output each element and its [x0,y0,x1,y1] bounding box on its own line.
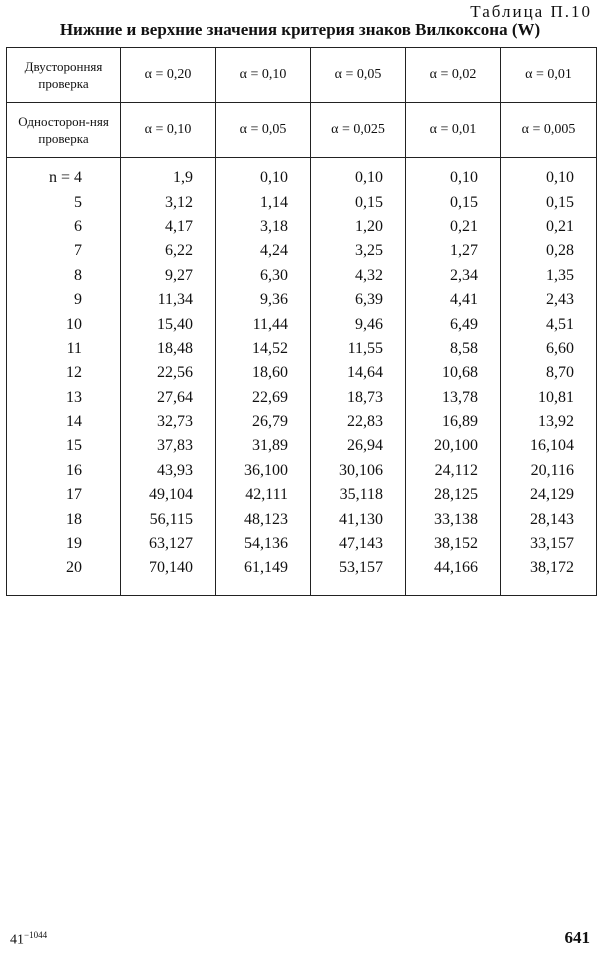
table-row [7,386,597,410]
table-title: Нижние и верхние значения критерия знаков Вилкоксона (W) [59,20,541,39]
value-cell: 35,118 [311,483,406,507]
n-cell: 5 [7,190,121,214]
value-cell: 38,172 [501,556,597,580]
table-row [7,337,597,361]
value-cell: 2,43 [501,288,597,312]
value-cell: 22,83 [311,410,406,434]
value-cell: 11,34 [121,288,216,312]
table-row [7,312,597,336]
value-cell: 6,30 [216,264,311,288]
table-row [7,434,597,458]
value-cell: 27,64 [121,386,216,410]
table-row [7,556,597,580]
value-cell: 16,104 [501,434,597,458]
table-row [7,410,597,434]
value-cell: 20,100 [406,434,501,458]
signature-number: 41 [10,932,24,948]
alpha-cell: α = 0,05 [216,103,311,158]
value-cell: 9,27 [121,264,216,288]
value-cell: 18,60 [216,361,311,385]
table-row [7,288,597,312]
value-cell: 2,34 [406,264,501,288]
value-cell: 3,25 [311,239,406,263]
value-cell: 61,149 [216,556,311,580]
value-cell: 14,64 [311,361,406,385]
value-cell: 6,39 [311,288,406,312]
value-cell: 16,89 [406,410,501,434]
value-cell: 33,138 [406,507,501,531]
value-cell: 9,36 [216,288,311,312]
header-row-one-sided [7,103,597,158]
value-cell: 8,58 [406,337,501,361]
value-cell: 1,14 [216,190,311,214]
alpha-cell: α = 0,20 [121,48,216,103]
n-cell: 13 [7,386,121,410]
header-row-two-sided [7,48,597,103]
n-cell: 6 [7,215,121,239]
value-cell: 11,44 [216,312,311,336]
value-cell: 70,140 [121,556,216,580]
value-cell: 48,123 [216,507,311,531]
value-cell: 31,89 [216,434,311,458]
value-cell: 1,20 [311,215,406,239]
n-cell: 9 [7,288,121,312]
value-cell: 28,143 [501,507,597,531]
alpha-cell: α = 0,025 [311,103,406,158]
value-cell: 3,12 [121,190,216,214]
value-cell: 13,92 [501,410,597,434]
alpha-cell: α = 0,10 [121,103,216,158]
value-cell: 37,83 [121,434,216,458]
value-cell: 33,157 [501,532,597,556]
value-cell: 28,125 [406,483,501,507]
alpha-cell: α = 0,01 [406,103,501,158]
value-cell: 44,166 [406,556,501,580]
value-cell: 0,10 [311,166,406,190]
value-cell: 0,21 [406,215,501,239]
table-label: Таблица П.10 [470,2,592,21]
table-row [7,166,597,190]
value-cell: 26,79 [216,410,311,434]
n-cell: 16 [7,459,121,483]
value-cell: 0,10 [501,166,597,190]
value-cell: 22,69 [216,386,311,410]
n-cell: 8 [7,264,121,288]
value-cell: 32,73 [121,410,216,434]
value-cell: 14,52 [216,337,311,361]
value-cell: 0,15 [501,190,597,214]
value-cell: 15,40 [121,312,216,336]
value-cell: 49,104 [121,483,216,507]
alpha-cell: α = 0,05 [311,48,406,103]
alpha-cell: α = 0,005 [501,103,597,158]
n-cell: 7 [7,239,121,263]
n-cell: n = 4 [7,166,121,190]
n-cell: 15 [7,434,121,458]
value-cell: 4,32 [311,264,406,288]
value-cell: 9,46 [311,312,406,336]
value-cell: 10,81 [501,386,597,410]
one-sided-label: Односторон-няя проверка [7,103,121,158]
n-cell: 19 [7,532,121,556]
page-number: 641 [564,928,590,947]
value-cell: 3,18 [216,215,311,239]
n-cell: 11 [7,337,121,361]
alpha-cell: α = 0,02 [406,48,501,103]
value-cell: 4,51 [501,312,597,336]
alpha-cell: α = 0,10 [216,48,311,103]
value-cell: 6,60 [501,337,597,361]
n-cell: 17 [7,483,121,507]
signature-superscript: −1044 [24,930,48,940]
value-cell: 24,129 [501,483,597,507]
value-cell: 6,22 [121,239,216,263]
value-cell: 0,10 [406,166,501,190]
value-cell: 24,112 [406,459,501,483]
value-cell: 42,111 [216,483,311,507]
value-cell: 26,94 [311,434,406,458]
value-cell: 0,15 [406,190,501,214]
value-cell: 63,127 [121,532,216,556]
value-cell: 54,136 [216,532,311,556]
table-row [7,483,597,507]
value-cell: 8,70 [501,361,597,385]
value-cell: 18,73 [311,386,406,410]
value-cell: 1,27 [406,239,501,263]
value-cell: 41,130 [311,507,406,531]
value-cell: 6,49 [406,312,501,336]
table-row [7,239,597,263]
table-row [7,190,597,214]
n-cell: 18 [7,507,121,531]
value-cell: 38,152 [406,532,501,556]
table-row [7,532,597,556]
table-row [7,215,597,239]
value-cell: 30,106 [311,459,406,483]
value-cell: 0,10 [216,166,311,190]
value-cell: 4,41 [406,288,501,312]
value-cell: 0,28 [501,239,597,263]
table-row [7,264,597,288]
value-cell: 18,48 [121,337,216,361]
table-row [7,507,597,531]
value-cell: 20,116 [501,459,597,483]
bottom-padding-row [7,581,597,596]
value-cell: 11,55 [311,337,406,361]
value-cell: 36,100 [216,459,311,483]
table-row [7,459,597,483]
n-cell: 20 [7,556,121,580]
value-cell: 43,93 [121,459,216,483]
table-row [7,361,597,385]
n-cell: 10 [7,312,121,336]
value-cell: 13,78 [406,386,501,410]
alpha-cell: α = 0,01 [501,48,597,103]
n-cell: 14 [7,410,121,434]
value-cell: 1,35 [501,264,597,288]
wilcoxon-table [6,47,597,596]
value-cell: 1,9 [121,166,216,190]
value-cell: 4,24 [216,239,311,263]
two-sided-label: Двусторонняя проверка [7,48,121,103]
value-cell: 56,115 [121,507,216,531]
value-cell: 47,143 [311,532,406,556]
value-cell: 53,157 [311,556,406,580]
printer-signature [10,930,47,949]
spacer-row [7,158,597,167]
value-cell: 4,17 [121,215,216,239]
value-cell: 22,56 [121,361,216,385]
value-cell: 0,15 [311,190,406,214]
value-cell: 0,21 [501,215,597,239]
n-cell: 12 [7,361,121,385]
value-cell: 10,68 [406,361,501,385]
